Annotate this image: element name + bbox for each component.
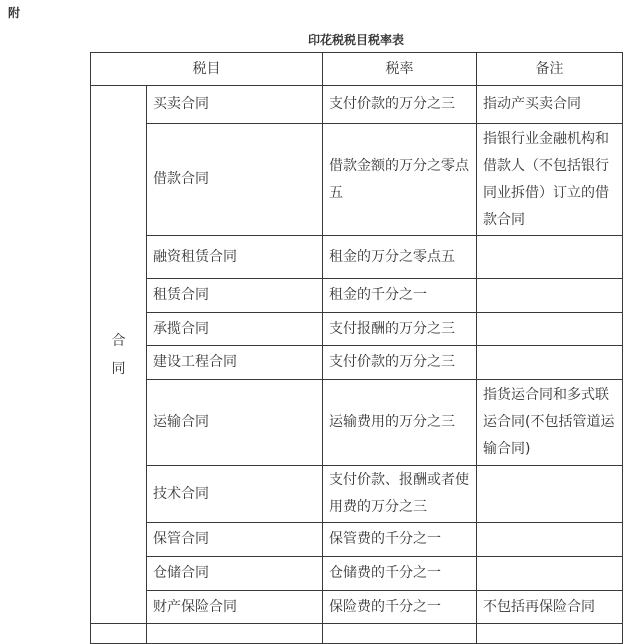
rate-cell: 租金的万分之零点五 [323,236,477,279]
rate-cell: 租金的千分之一 [323,279,477,313]
category-cell-contract [91,86,147,624]
appendix-label: 附 [8,6,21,20]
category-cell [91,624,147,644]
table-row [91,380,623,466]
rate-cell: 仓储费的千分之一 [323,557,477,591]
table-row [91,466,623,523]
category-char: 合 [111,332,126,349]
stamp-tax-rate-table [90,52,623,644]
table-row [91,313,623,346]
rate-cell: 保管费的千分之一 [323,523,477,557]
category-char: 同 [111,360,126,377]
rate-cell: 保险费的千分之一 [323,591,477,624]
note-cell: 指货运合同和多式联运合同(不包括管道运输合同) [477,380,623,466]
item-cell [147,624,323,644]
table-row [91,236,623,279]
note-cell [477,313,623,346]
table-row [91,591,623,624]
table-row [91,124,623,236]
item-cell: 仓储合同 [147,557,323,591]
table-row [91,279,623,313]
item-cell: 运输合同 [147,380,323,466]
note-cell: 不包括再保险合同 [477,591,623,624]
item-cell: 融资租赁合同 [147,236,323,279]
header-item: 税目 [91,53,323,86]
table-row [91,346,623,380]
item-cell: 技术合同 [147,466,323,523]
item-cell: 租赁合同 [147,279,323,313]
rate-cell: 支付价款、报酬或者使用费的万分之三 [323,466,477,523]
table-row [91,557,623,591]
item-cell: 买卖合同 [147,86,323,124]
note-cell: 指动产买卖合同 [477,86,623,124]
table-row-partial [91,624,623,644]
rate-cell: 支付报酬的万分之三 [323,313,477,346]
note-cell [477,557,623,591]
item-cell: 财产保险合同 [147,591,323,624]
rate-cell: 支付价款的万分之三 [323,86,477,124]
table-header-row [91,53,623,86]
note-cell [477,624,623,644]
item-cell: 建设工程合同 [147,346,323,380]
table-row [91,86,623,124]
item-cell: 承揽合同 [147,313,323,346]
item-cell: 借款合同 [147,124,323,236]
header-rate: 税率 [323,53,477,86]
note-cell [477,279,623,313]
item-cell: 保管合同 [147,523,323,557]
rate-cell: 借款金额的万分之零点五 [323,124,477,236]
note-cell [477,346,623,380]
note-cell [477,466,623,523]
rate-cell: 运输费用的万分之三 [323,380,477,466]
header-note: 备注 [477,53,623,86]
table-title: 印花税税目税率表 [307,33,404,47]
note-cell [477,236,623,279]
table-row [91,523,623,557]
note-cell [477,523,623,557]
note-cell: 指银行业金融机构和借款人（不包括银行同业拆借）订立的借款合同 [477,124,623,236]
rate-cell [323,624,477,644]
rate-cell: 支付价款的万分之三 [323,346,477,380]
